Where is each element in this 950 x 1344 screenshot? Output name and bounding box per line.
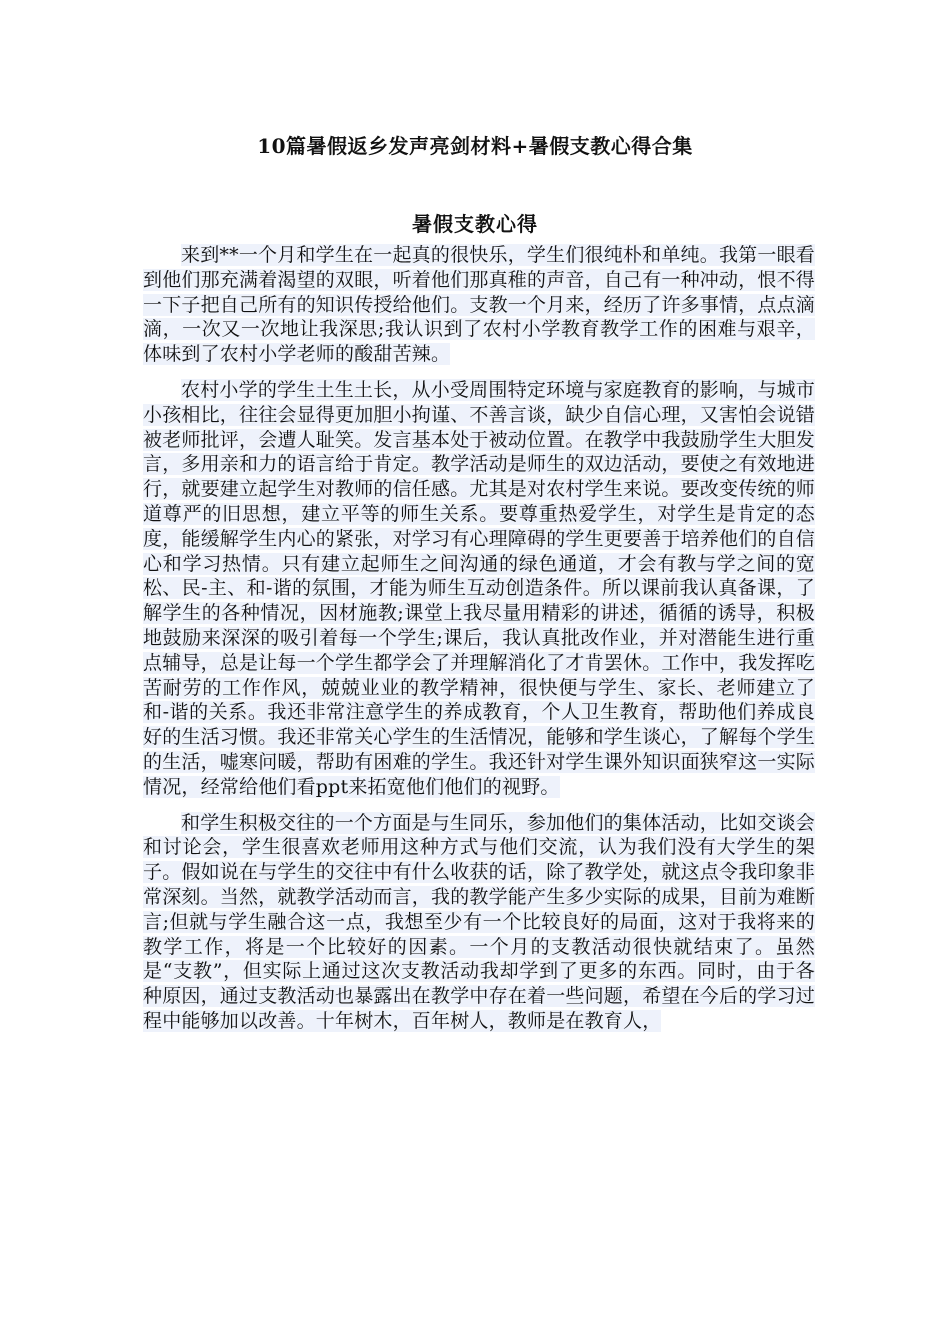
paragraph-1 xyxy=(143,243,815,367)
paragraph-2 xyxy=(143,378,815,800)
document-body xyxy=(143,243,815,1045)
paragraph-1-text: 来到**一个月和学生在一起真的很快乐，学生们很纯朴和单纯。我第一眼看到他们那充满着渴望的双眼，听着他们那真稚的声音，自己有一种冲动，恨不得一下子把自己所有的知识传授给他们。支教一个月来，经历了许多事情，点点滴滴，一次又一次地让我深思;我认识到了农村小学教育教学工作的困难与艰辛，体味到了农村小学老师的酸甜苦辣。 xyxy=(143,244,816,366)
paragraph-3-text: 和学生积极交往的一个方面是与生同乐，参加他们的集体活动，比如交谈会和讨论会，学生很喜欢老师用这种方式与他们交流，认为我们没有大学生的架子。假如说在与学生的交往中有什么收获的话，除了教学处，就这点令我印象非常深刻。当然，就教学活动而言，我的教学能产生多少实际的成果，目前为难断言;但就与学生融合这一点，我想至少有一个比较良好的局面，这对于我将来的教学工作，将是一个比较好的因素。一个月的支教活动很快就结束了。虽然是“支教”，但实际上通过这次支教活动我却学到了更多的东西。同时，由于各种原因，通过支教活动也暴露出在教学中存在着一些问题，希望在今后的学习过程中能够加以改善。十年树木，百年树人，教师是在教育人， xyxy=(143,811,816,1032)
paragraph-3 xyxy=(143,811,815,1034)
paragraph-2-text: 农村小学的学生土生土长，从小受周围特定环境与家庭教育的影响，与城市小孩相比，往往会显得更加胆小拘谨、不善言谈，缺少自信心理，又害怕会说错被老师批评，会遭人耻笑。发言基本处于被动位置。在教学中我鼓励学生大胆发言，多用亲和力的语言给于肯定。教学活动是师生的双边活动，要使之有效地进行，就要建立起学生对教师的信任感。尤其是对农村学生来说。要改变传统的师道尊严的旧思想，建立平等的师生关系。要尊重热爱学生，对学生是肯定的态度，能缓解学生内心的紧张，对学习有心理障碍的学生更要善于培养他们的自信心和学习热情。只有建立起师生之间沟通的绿色通道，才会有教与学之间的宽松、民-主、和-谐的氛围，才能为师生互动创造条件。所以课前我认真备课，了解学生的各种情况，因材施教;课堂上我尽量用精彩的讲述，循循的诱导，积极地鼓励来深深的吸引着每一个学生;课后，我认真批改作业，并对潜能生进行重点辅导，总是让每一个学生都学会了并理解消化了才肯罢休。工作中，我发挥吃苦耐劳的工作作风，兢兢业业的教学精神，很快便与学生、家长、老师建立了和-谐的关系。我还非常注意学生的养成教育，个人卫生教育，帮助他们养成良好的生活习惯。我还非常关心学生的生活情况，能够和学生谈心，了解每个学生的生活，嘘寒问暖，帮助有困难的学生。我还针对学生课外知识面狭窄这一实际情况，经常给他们看ppt来拓宽他们他们的视野。 xyxy=(143,378,816,798)
section-title: 暑假支教心得 xyxy=(412,212,538,236)
document-title: 10篇暑假返乡发声亮剑材料+暑假支教心得合集 xyxy=(257,134,693,158)
